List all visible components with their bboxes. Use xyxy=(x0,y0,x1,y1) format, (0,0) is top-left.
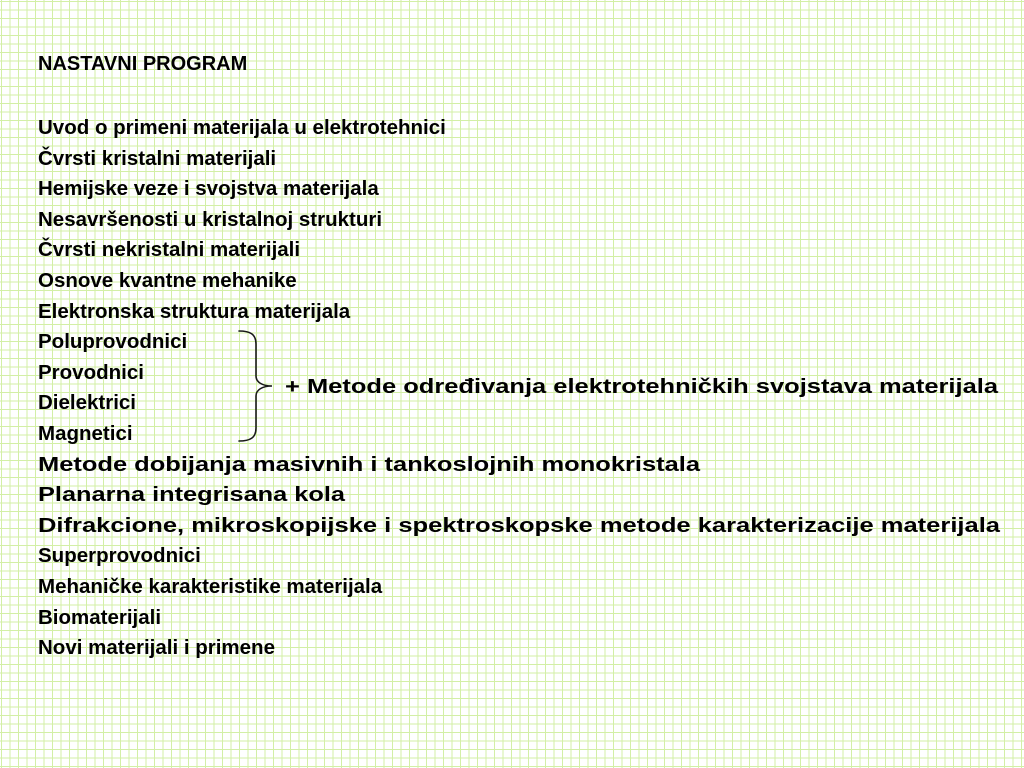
topic-item: Osnove kvantne mehanike xyxy=(38,268,297,292)
topic-item: Čvrsti nekristalni materijali xyxy=(38,238,301,262)
topic-item: Novi materijali i primene xyxy=(38,636,275,660)
topic-item: Čvrsti kristalni materijali xyxy=(38,146,277,170)
topic-item: Superprovodnici xyxy=(38,544,201,568)
curly-brace-icon xyxy=(236,328,280,444)
topic-item: Difrakcione, mikroskopijske i spektroskopske metode karakterizacije materijala xyxy=(38,513,1000,537)
topic-item: Metode dobijanja masivnih i tankoslojnih monokristala xyxy=(38,452,700,476)
topic-item-grouped: Dielektrici xyxy=(38,391,136,415)
topic-item: Nesavršenosti u kristalnoj strukturi xyxy=(38,207,383,231)
topic-item: Uvod o primeni materijala u elektrotehnici xyxy=(38,116,446,139)
topic-item: Planarna integrisana kola xyxy=(38,483,345,507)
bracket-label: + Metode određivanja elektrotehničkih svojstava materijala xyxy=(285,375,998,398)
topic-item: Mehaničke karakteristike materijala xyxy=(38,574,383,598)
topic-item: Elektronska struktura materijala xyxy=(38,299,351,323)
topic-item: Hemijske veze i svojstva materijala xyxy=(38,177,379,201)
slide-title: NASTAVNI PROGRAM xyxy=(38,53,248,75)
topic-item-grouped: Magnetici xyxy=(38,421,133,445)
topic-item-grouped: Provodnici xyxy=(38,360,144,384)
topic-item: Biomaterijali xyxy=(38,605,162,629)
topic-item-grouped: Poluprovodnici xyxy=(38,330,188,354)
